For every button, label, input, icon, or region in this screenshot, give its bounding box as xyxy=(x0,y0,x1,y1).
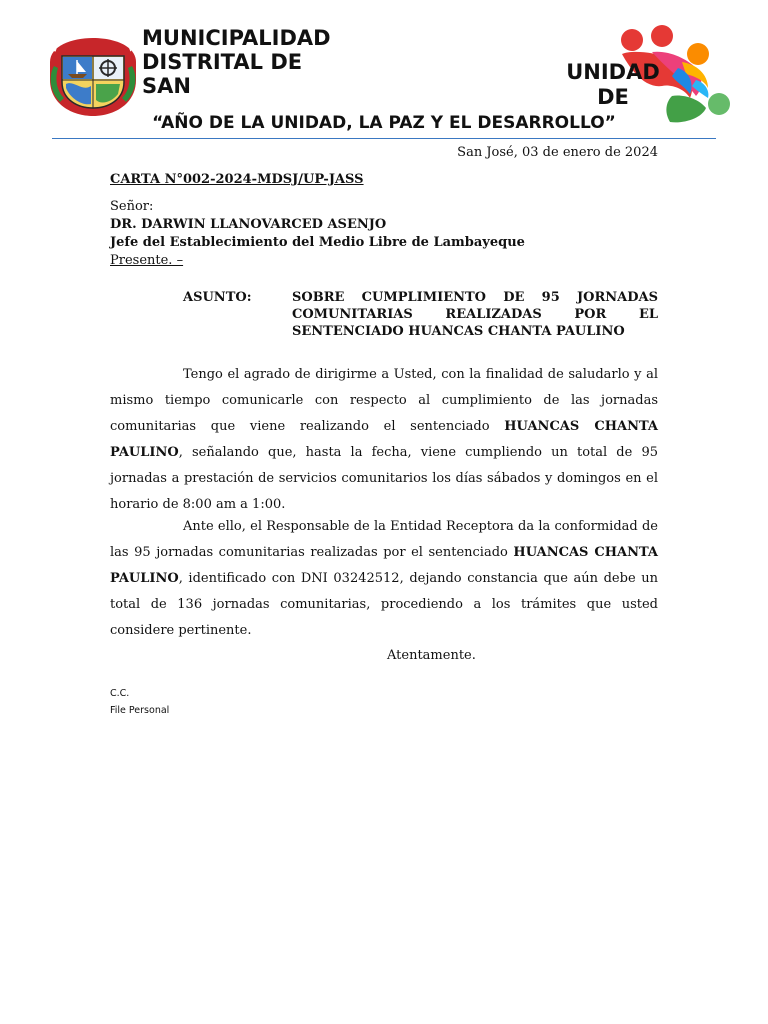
paragraph-text: Tengo el agrado de dirigirme a Usted, con la finalidad de saludarlo y al mismo tiempo comunicarle con respecto al cumplimiento de las jornadas comunitarias que viene realizando el sentenciado xyxy=(110,367,658,434)
unity-title: UNIDAD DE xyxy=(566,60,660,109)
presente-line: Presente. – xyxy=(110,253,184,268)
closing: Atentamente. xyxy=(387,648,476,663)
sentenced-name: HUANCAS CHANTA PAULINO xyxy=(110,419,658,460)
cc-label: C.C. xyxy=(110,688,130,699)
municipal-crest-icon xyxy=(44,22,142,118)
file-label: File Personal xyxy=(110,705,170,716)
subject-line: COMUNITARIAS REALIZADAS POR EL xyxy=(292,307,658,322)
subject-text xyxy=(292,289,658,340)
municipality-title: MUNICIPALIDAD DISTRITAL DE SAN xyxy=(142,26,331,98)
paragraph-text: , señalando que, hasta la fecha, viene cumpliendo un total de 95 jornadas a prestación de servicios comunitarios los días sábados y domingos en el horario de 8:00 am a 1:00. xyxy=(110,445,658,512)
subject-line: SOBRE CUMPLIMIENTO DE 95 JORNADAS xyxy=(292,290,658,305)
year-motto: “AÑO DE LA UNIDAD, LA PAZ Y EL DESARROLLO” xyxy=(152,113,616,133)
letter-reference: CARTA N°002-2024-MDSJ/UP-JASS xyxy=(110,172,364,187)
body-paragraph-1 xyxy=(110,362,658,518)
salutation: Señor: xyxy=(110,199,154,214)
header-divider xyxy=(52,138,716,139)
body-paragraph-2 xyxy=(110,514,658,644)
letter-date: San José, 03 de enero de 2024 xyxy=(457,145,658,160)
crest-text: DISTRITO DE SAN JOSE xyxy=(49,22,137,54)
recipient-title: Jefe del Establecimiento del Medio Libre de Lambayeque xyxy=(110,235,525,250)
sentenced-name: HUANCAS CHANTA PAULINO xyxy=(110,545,659,586)
paragraph-text: , identificado con DNI 03242512, dejando constancia que aún debe un total de 136 jornadas comunitarias, procediendo a los trámites que usted considere pertinente. xyxy=(110,571,658,638)
paragraph-text: Ante ello, el Responsable de la Entidad Receptora da la conformidad de las 95 jornadas comunitarias realizadas por el sentenciado xyxy=(110,519,658,560)
subject-line: SENTENCIADO HUANCAS CHANTA PAULINO xyxy=(292,324,625,339)
recipient-name: DR. DARWIN LLANOVARCED ASENJO xyxy=(110,217,387,232)
subject-label: ASUNTO: xyxy=(183,290,252,305)
